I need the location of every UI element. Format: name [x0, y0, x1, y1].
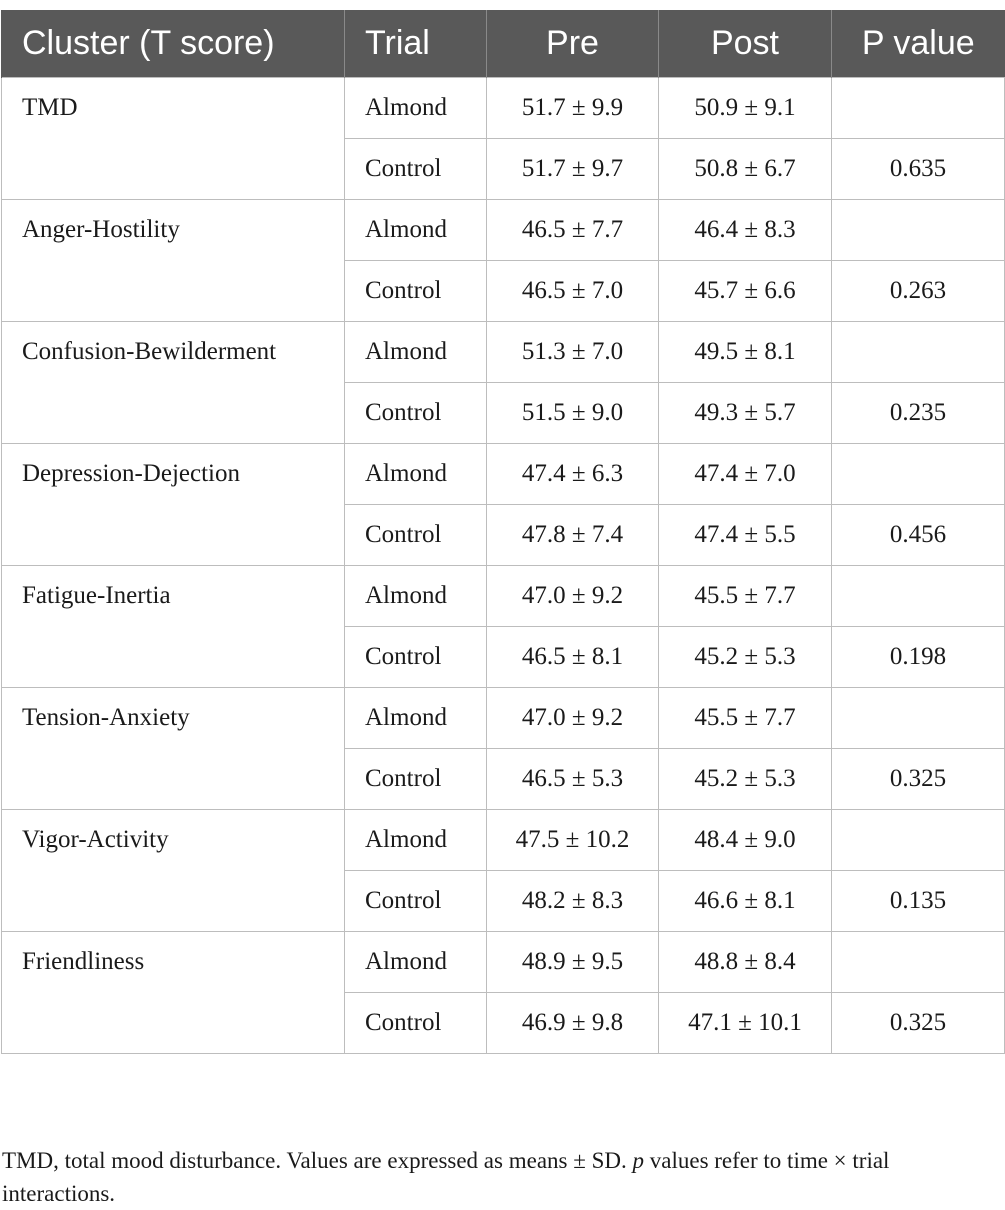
- pre-cell: 47.0 ± 9.2: [487, 566, 659, 627]
- trial-cell: Almond: [345, 444, 487, 505]
- p-value-cell: 0.263: [832, 261, 1005, 322]
- trial-cell: Control: [345, 749, 487, 810]
- post-cell: 50.9 ± 9.1: [659, 78, 832, 139]
- p-value-cell: 0.635: [832, 139, 1005, 200]
- p-value-cell: [832, 688, 1005, 749]
- cluster-cell: Tension-Anxiety: [2, 688, 345, 810]
- post-cell: 48.4 ± 9.0: [659, 810, 832, 871]
- pre-cell: 51.5 ± 9.0: [487, 383, 659, 444]
- trial-cell: Almond: [345, 932, 487, 993]
- p-value-cell: 0.325: [832, 993, 1005, 1054]
- post-cell: 45.7 ± 6.6: [659, 261, 832, 322]
- p-value-cell: [832, 200, 1005, 261]
- pre-cell: 51.7 ± 9.7: [487, 139, 659, 200]
- trial-cell: Almond: [345, 322, 487, 383]
- header-cluster: Cluster (T score): [2, 10, 345, 78]
- header-pre: Pre: [487, 10, 659, 78]
- pre-cell: 46.5 ± 8.1: [487, 627, 659, 688]
- table-row: [2, 810, 1005, 871]
- trial-cell: Almond: [345, 200, 487, 261]
- post-cell: 49.5 ± 8.1: [659, 322, 832, 383]
- p-value-cell: 0.198: [832, 627, 1005, 688]
- pre-cell: 47.0 ± 9.2: [487, 688, 659, 749]
- pre-cell: 48.9 ± 9.5: [487, 932, 659, 993]
- footnote-text-2: values refer to time × trial interactions.: [2, 1148, 890, 1206]
- pre-cell: 46.9 ± 9.8: [487, 993, 659, 1054]
- post-cell: 47.4 ± 7.0: [659, 444, 832, 505]
- p-value-cell: [832, 444, 1005, 505]
- trial-cell: Almond: [345, 688, 487, 749]
- cluster-cell: Vigor-Activity: [2, 810, 345, 932]
- pre-cell: 46.5 ± 7.0: [487, 261, 659, 322]
- cluster-cell: Confusion-Bewilderment: [2, 322, 345, 444]
- post-cell: 45.5 ± 7.7: [659, 688, 832, 749]
- footnote-p-italic: p: [632, 1148, 645, 1173]
- post-cell: 47.1 ± 10.1: [659, 993, 832, 1054]
- table-row: [2, 932, 1005, 993]
- p-value-cell: [832, 932, 1005, 993]
- p-value-cell: [832, 78, 1005, 139]
- table-row: [2, 566, 1005, 627]
- trial-cell: Almond: [345, 810, 487, 871]
- pre-cell: 46.5 ± 5.3: [487, 749, 659, 810]
- p-value-cell: 0.135: [832, 871, 1005, 932]
- cluster-cell: Depression-Dejection: [2, 444, 345, 566]
- table-row: [2, 322, 1005, 383]
- post-cell: 45.5 ± 7.7: [659, 566, 832, 627]
- post-cell: 45.2 ± 5.3: [659, 749, 832, 810]
- header-post: Post: [659, 10, 832, 78]
- header-p-value: P value: [832, 10, 1005, 78]
- p-value-cell: [832, 322, 1005, 383]
- post-cell: 46.4 ± 8.3: [659, 200, 832, 261]
- cluster-cell: TMD: [2, 78, 345, 200]
- trial-cell: Control: [345, 139, 487, 200]
- trial-cell: Control: [345, 261, 487, 322]
- post-cell: 47.4 ± 5.5: [659, 505, 832, 566]
- post-cell: 50.8 ± 6.7: [659, 139, 832, 200]
- footnote-text-1: TMD, total mood disturbance. Values are expressed as means ± SD.: [2, 1148, 633, 1173]
- pre-cell: 46.5 ± 7.7: [487, 200, 659, 261]
- table-row: [2, 78, 1005, 139]
- pre-cell: 47.5 ± 10.2: [487, 810, 659, 871]
- p-value-cell: [832, 566, 1005, 627]
- table-row: [2, 200, 1005, 261]
- pre-cell: 47.4 ± 6.3: [487, 444, 659, 505]
- header-row: [2, 10, 1005, 78]
- p-value-cell: 0.235: [832, 383, 1005, 444]
- table-row: [2, 688, 1005, 749]
- trial-cell: Control: [345, 871, 487, 932]
- trial-cell: Almond: [345, 566, 487, 627]
- post-cell: 48.8 ± 8.4: [659, 932, 832, 993]
- post-cell: 49.3 ± 5.7: [659, 383, 832, 444]
- trial-cell: Control: [345, 993, 487, 1054]
- trial-cell: Control: [345, 627, 487, 688]
- results-table: [1, 10, 1005, 1054]
- pre-cell: 51.3 ± 7.0: [487, 322, 659, 383]
- trial-cell: Control: [345, 505, 487, 566]
- header-trial: Trial: [345, 10, 487, 78]
- cluster-cell: Anger-Hostility: [2, 200, 345, 322]
- p-value-cell: 0.325: [832, 749, 1005, 810]
- cluster-cell: Fatigue-Inertia: [2, 566, 345, 688]
- pre-cell: 47.8 ± 7.4: [487, 505, 659, 566]
- pre-cell: 51.7 ± 9.9: [487, 78, 659, 139]
- pre-cell: 48.2 ± 8.3: [487, 871, 659, 932]
- post-cell: 46.6 ± 8.1: [659, 871, 832, 932]
- table-row: [2, 444, 1005, 505]
- post-cell: 45.2 ± 5.3: [659, 627, 832, 688]
- table-footnote: [2, 1144, 992, 1210]
- trial-cell: Almond: [345, 78, 487, 139]
- p-value-cell: [832, 810, 1005, 871]
- cluster-cell: Friendliness: [2, 932, 345, 1054]
- p-value-cell: 0.456: [832, 505, 1005, 566]
- trial-cell: Control: [345, 383, 487, 444]
